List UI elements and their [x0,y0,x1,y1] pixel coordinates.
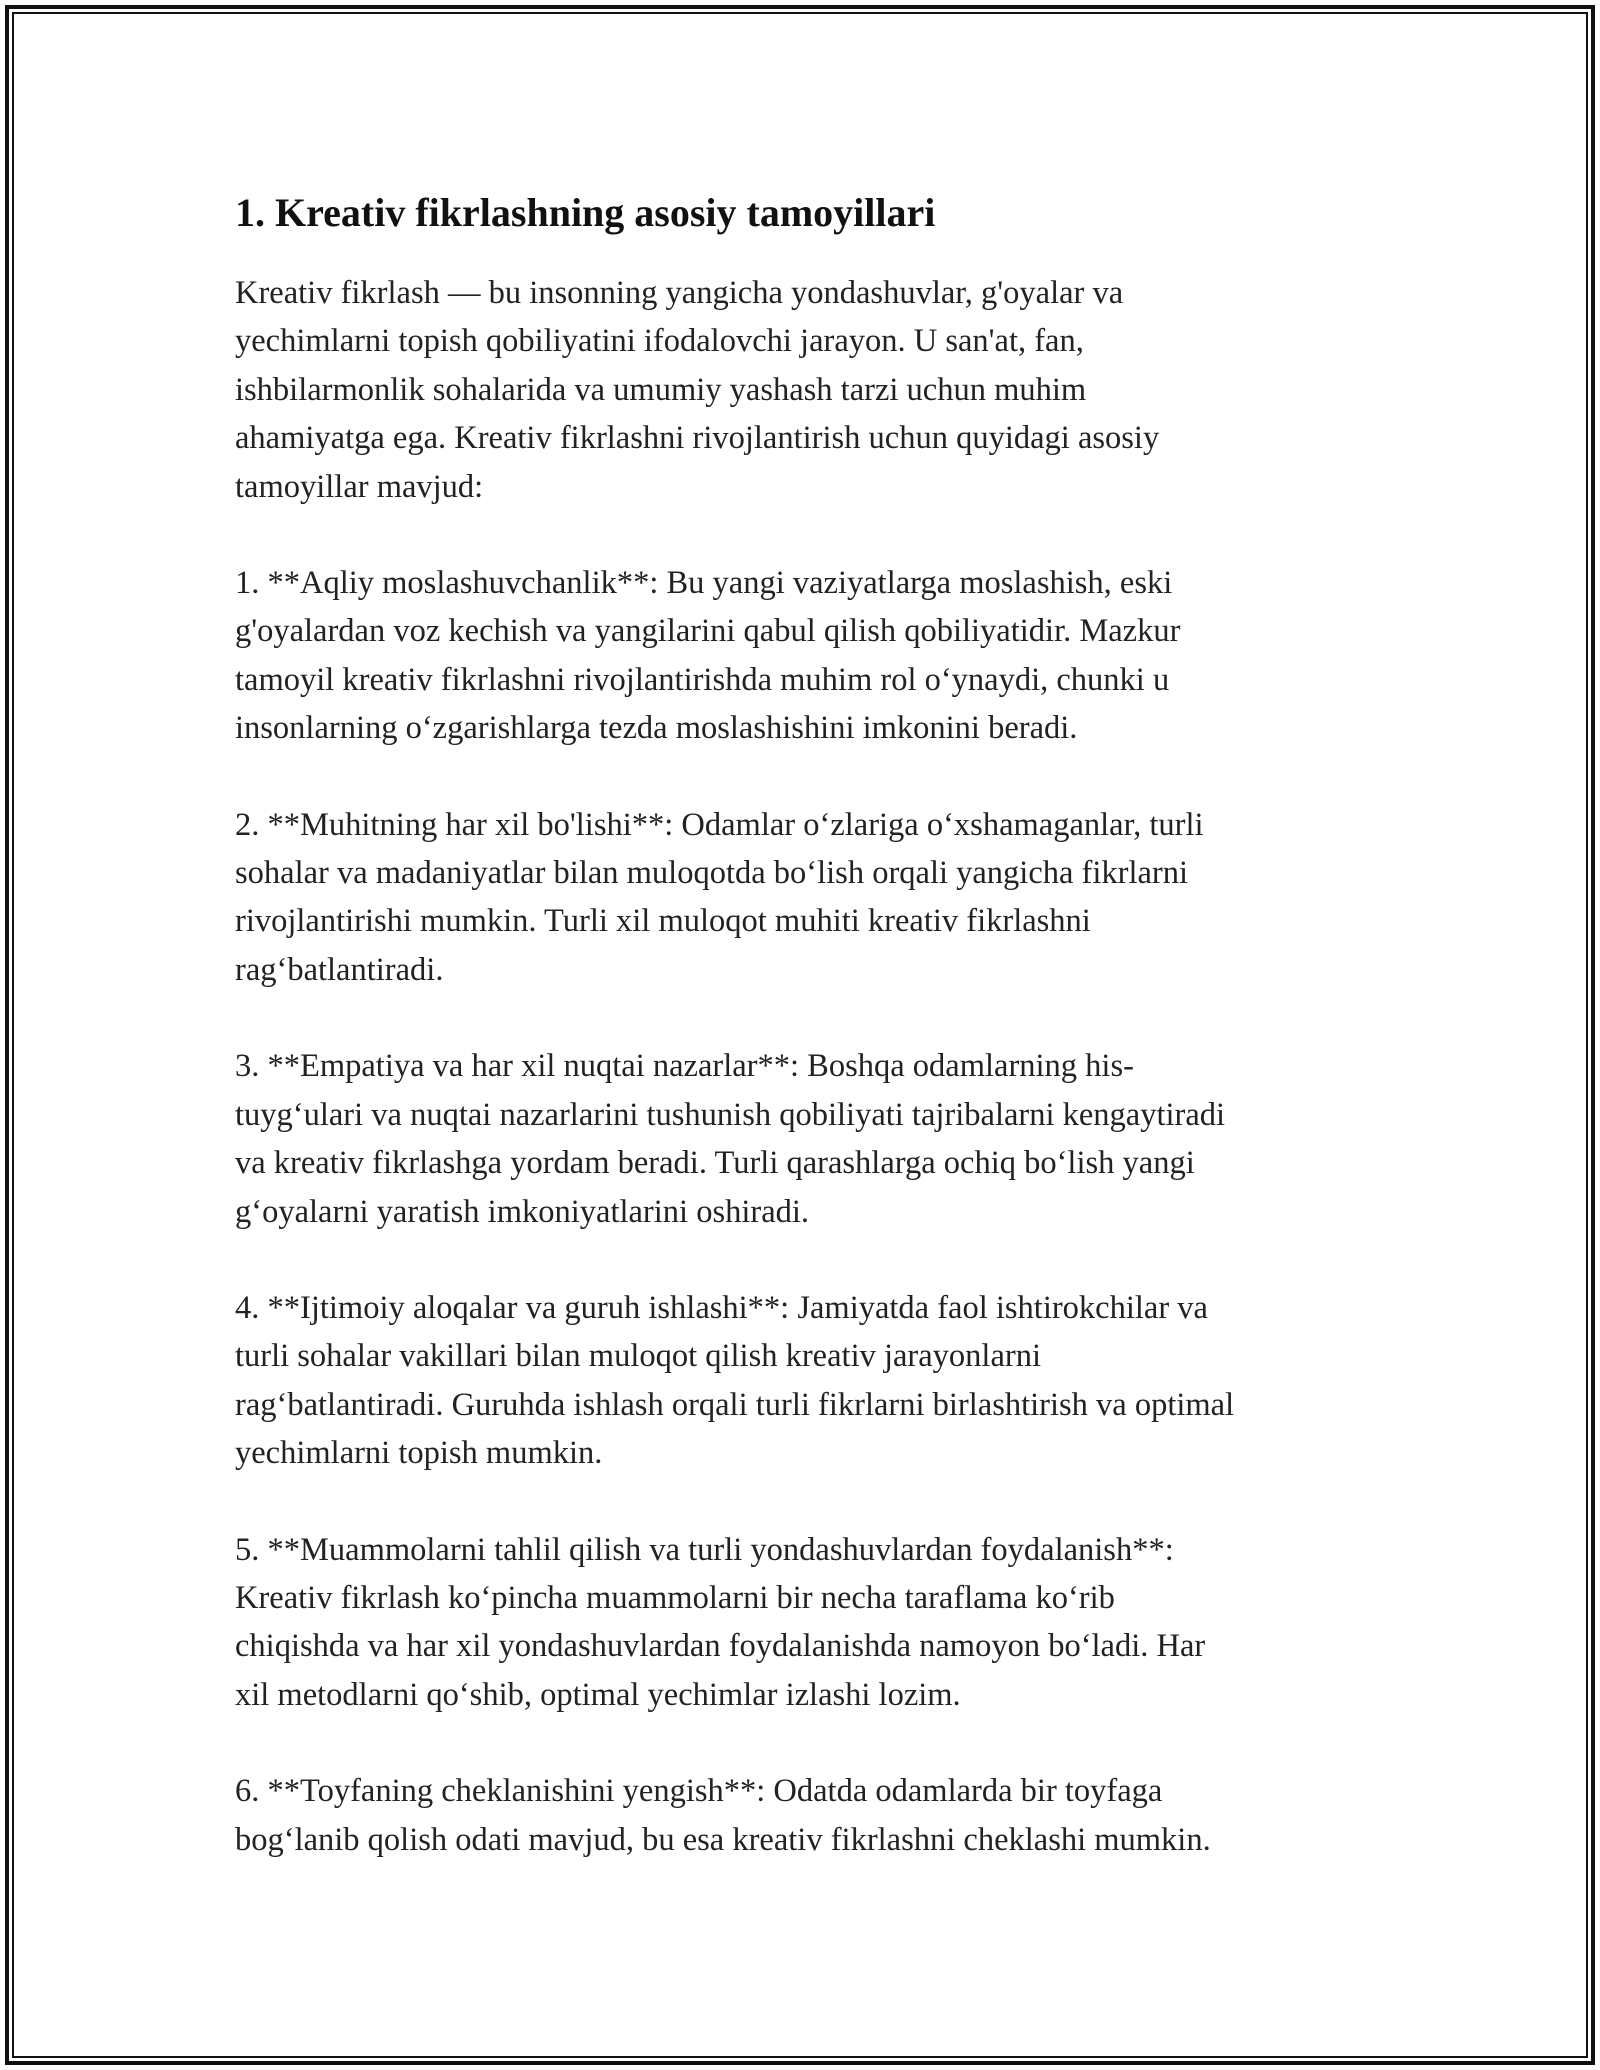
principle-3-paragraph: 3. **Empatiya va har xil nuqtai nazarlar**: Boshqa odamlarning his- tuyg‘ulari va nuqtai nazarlarini tushunish qobiliyati tajribalarni kengaytiradi va kreativ fikrlashga yordam beradi. Turli qarashlarga ochiq bo‘lish yangi g‘oyalarni yaratish imkoniyatlarini oshiradi. [235,1048,1226,1230]
principle-6-paragraph: 6. **Toyfaning cheklanishini yengish**: Odatda odamlarda bir toyfaga bog‘lanib qolish odati mavjud, bu esa kreativ fikrlashni cheklashi mumkin. [235,1773,1211,1858]
principle-2-paragraph: 2. **Muhitning har xil bo'lishi**: Odamlar o‘zlariga o‘xshamaganlar, turli sohalar va madaniyatlar bilan muloqotda bo‘lish orqali yangicha fikrlarni rivojlantirishi mumkin. Turli xil muloqot muhiti kreativ fikrlashni rag‘batlantiradi. [235,806,1204,988]
document-title: 1. Kreativ fikrlashning asosiy tamoyillari [235,190,936,235]
principle-1-paragraph: 1. **Aqliy moslashuvchanlik**: Bu yangi vaziyatlarga moslashish, eski g'oyalardan voz kechish va yangilarini qabul qilish qobiliyatidir. Mazkur tamoyil kreativ fikrlashni rivojlantirishda muhim rol o‘ynaydi, chunki u insonlarning o‘zgarishlarga tezda moslashishini imkonini beradi. [235,565,1181,747]
document-page [235,183,1375,1912]
principle-5-paragraph: 5. **Muammolarni tahlil qilish va turli yondashuvlardan foydalanish**: Kreativ fikrlash ko‘pincha muammolarni bir necha taraflama ko‘rib chiqishda va har xil yondashuvlardan foydalanishda namoyon bo‘ladi. Har xil metodlarni qo‘shib, optimal yechimlar izlashi lozim. [235,1531,1206,1713]
intro-paragraph: Kreativ fikrlash — bu insonning yangicha yondashuvlar, g'oyalar va yechimlarni topish qobiliyatini ifodalovchi jarayon. U san'at, fan, ishbilarmonlik sohalarida va umumiy yashash tarzi uchun muhim ahamiyatga ega. Kreativ fikrlashni rivojlantirish uchun quyidagi asosiy tamoyillar mavjud: [235,275,1160,505]
principle-4-paragraph: 4. **Ijtimoiy aloqalar va guruh ishlashi**: Jamiyatda faol ishtirokchilar va turli sohalar vakillari bilan muloqot qilish kreativ jarayonlarni rag‘batlantiradi. Guruhda ishlash orqali turli fikrlarni birlashtirish va optimal yechimlarni topish mumkin. [235,1289,1235,1472]
